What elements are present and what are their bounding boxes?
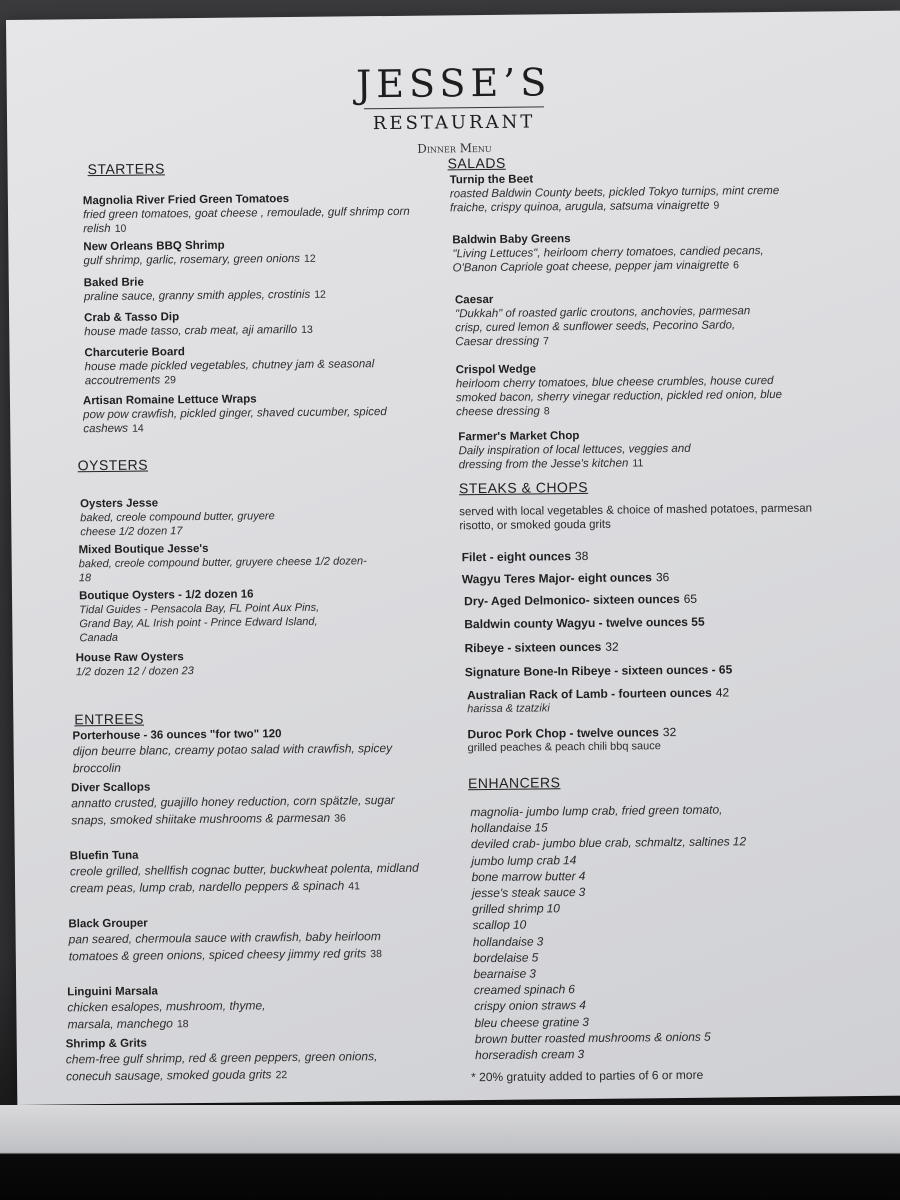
- item-name: Mixed Boutique Jesse's: [78, 542, 209, 557]
- item-description: praline sauce, granny smith apples, crostinis 12: [83, 288, 326, 304]
- item-description: house made tasso, crab meat, aji amarillo 13: [84, 323, 313, 339]
- item-price: 3: [536, 934, 544, 949]
- item-description: creole grilled, shellfish cognac butter, buckwheat polenta, midland cream peas, lump crab, nardello peppers & spinach 41: [69, 860, 419, 896]
- enhancers-heading: ENHANCERS: [467, 774, 561, 792]
- steak-item: Signature Bone-In Ribeye - sixteen ounces - 65: [464, 662, 733, 680]
- item-name: Magnolia River Fried Green Tomatoes: [82, 193, 290, 208]
- menu-item: [78, 540, 368, 585]
- item-price: 22: [275, 1069, 288, 1082]
- item-price: 13: [301, 323, 313, 336]
- item-price: 10: [512, 917, 527, 933]
- item-price: 4: [579, 998, 586, 1013]
- item-price: 9: [713, 199, 720, 212]
- item-description: roasted Baldwin County beets, pickled Tokyo turnips, mint creme fraiche, crispy quinoa, arugula, satsuma vinaigrette 9: [449, 184, 780, 215]
- item-description: baked, creole compound butter, gruyere cheese 1/2 dozen 17: [80, 510, 275, 539]
- item-description: chem-free gulf shrimp, red & green peppers, green onions, conecuh sausage, smoked gouda grits 22: [65, 1049, 378, 1084]
- item-price: 42: [715, 685, 730, 700]
- enhancer-item: bearnaise 3: [473, 966, 536, 982]
- item-description: Tidal Guides - Pensacola Bay, FL Point Aux Pins, Grand Bay, AL Irish point - Prince Edward Island, Canada: [79, 601, 320, 645]
- menu-item: [83, 236, 443, 268]
- item-description: heirloom cherry tomatoes, blue cheese crumbles, house cured smoked bacon, sherry vinegar reduction, pickled red onion, blue cheese dressing 8: [455, 374, 783, 419]
- menu-item: [458, 428, 718, 473]
- enhancer-item: brown butter roasted mushrooms & onions 5: [474, 1029, 711, 1046]
- item-name: Crab & Tasso Dip: [84, 311, 180, 325]
- menu-sheet: [6, 11, 900, 1105]
- item-price: 32: [605, 639, 619, 654]
- item-price: 15: [534, 820, 548, 835]
- item-price: 36: [334, 812, 346, 825]
- menu-item: [71, 778, 431, 831]
- item-name: Turnip the Beet: [449, 173, 534, 187]
- item-name: Farmer's Market Chop: [458, 430, 580, 444]
- steaks-intro: served with local vegetables & choice of mashed potatoes, parmesan risotto, or smoked gouda grits: [459, 502, 813, 533]
- enhancer-item: crispy onion straws 4: [474, 998, 586, 1014]
- item-price: 12: [303, 252, 316, 265]
- item-price: 29: [164, 374, 176, 387]
- item-name: Porterhouse - 36 ounces "for two" 120: [72, 728, 282, 743]
- item-price: 5: [703, 1029, 711, 1044]
- item-name: Oysters Jesse: [80, 497, 159, 511]
- enhancer-item: horseradish cream 3: [475, 1047, 585, 1063]
- salads-heading: SALADS: [447, 154, 506, 172]
- item-description: "Living Lettuces", heirloom cherry tomatoes, candied pecans, O'Banon Capriole goat cheese, pepper jam vinaigrette 6: [452, 245, 764, 275]
- starters-heading: STARTERS: [87, 160, 166, 178]
- item-name: Bluefin Tuna: [69, 849, 139, 863]
- item-description: pan seared, chermoula sauce with crawfish, baby heirloom tomatoes & green onions, spiced cheesy jimmy red grits 38: [68, 929, 383, 964]
- item-name: Baldwin Baby Greens: [452, 233, 571, 247]
- menu-item: [83, 391, 413, 436]
- menu-item: [70, 846, 430, 899]
- item-price: 41: [348, 880, 360, 893]
- enhancer-item: jesse's steak sauce 3: [471, 884, 586, 901]
- menu-item: [452, 230, 782, 275]
- item-description: house made pickled vegetables, chutney jam & seasonal accoutrements 29: [84, 358, 375, 388]
- item-price: 65: [683, 591, 698, 606]
- item-price: 7: [543, 335, 550, 348]
- item-description: Daily inspiration of local lettuces, veggies and dressing from the Jesse's kitchen 11: [458, 442, 691, 472]
- item-description: 1/2 dozen 12 / dozen 23: [75, 665, 194, 679]
- enhancer-item: deviled crab- jumbo blue crab, schmaltz, saltines 12: [470, 834, 747, 852]
- menu-item: [68, 914, 428, 967]
- item-description: grilled peaches & peach chili bbq sauce: [467, 740, 661, 755]
- enhancer-item: bone marrow butter 4: [471, 868, 586, 884]
- enhancer-item: scallop 10: [472, 917, 527, 933]
- header-divider: [364, 106, 544, 109]
- item-name: Crispol Wedge: [455, 363, 537, 377]
- enhancer-item: bleu cheese gratine 3: [474, 1014, 589, 1030]
- steak-item: Dry- Aged Delmonico- sixteen ounces 65: [464, 591, 698, 609]
- item-name: Linguini Marsala: [67, 985, 158, 999]
- item-name: Charcuterie Board: [84, 346, 185, 360]
- item-description: gulf shrimp, garlic, rosemary, green onions 12: [83, 252, 316, 268]
- item-price: 4: [578, 868, 586, 883]
- item-description: dijon beurre blanc, creamy potao salad with crawfish, spicey broccolin: [72, 740, 393, 776]
- steak-item: Baldwin county Wagyu - twelve ounces 55: [464, 614, 705, 632]
- entrees-heading: ENTREES: [74, 710, 145, 728]
- menu-item: [455, 290, 756, 349]
- item-name: Artisan Romaine Lettuce Wraps: [82, 393, 257, 408]
- enhancer-item: magnolia- jumbo lump crab, fried green tomato,: [470, 802, 723, 820]
- oysters-heading: OYSTERS: [77, 456, 149, 474]
- steak-item: Australian Rack of Lamb - fourteen ounces 42 harissa & tzatziki: [467, 685, 730, 716]
- item-price: 38: [370, 948, 383, 961]
- item-price: 5: [531, 950, 539, 965]
- menu-item: [79, 587, 330, 646]
- item-name: Black Grouper: [68, 917, 148, 931]
- steak-item: Filet - eight ounces 38: [461, 548, 589, 565]
- item-price: 3: [529, 966, 536, 981]
- steak-item: Wagyu Teres Major- eight ounces 36: [461, 570, 670, 587]
- item-name: Boutique Oysters - 1/2 dozen 16: [78, 588, 254, 603]
- steaks-heading: STEAKS & CHOPS: [458, 478, 589, 497]
- restaurant-header: [7, 59, 900, 160]
- item-price: 18: [176, 1018, 189, 1031]
- menu-item: [84, 272, 444, 304]
- item-price: 8: [543, 405, 550, 418]
- item-price: 36: [655, 570, 670, 585]
- item-price: 32: [662, 725, 677, 740]
- menu-item: [84, 307, 444, 339]
- menu-item: [450, 170, 800, 216]
- steak-item: Duroc Pork Chop - twelve ounces 32 grilled peaches & peach chili bbq sauce: [467, 725, 677, 755]
- item-description: pow pow crawfish, pickled ginger, shaved cucumber, spiced cashews 14: [83, 406, 387, 436]
- menu-item: [84, 343, 384, 388]
- item-price: 14: [562, 852, 577, 867]
- enhancer-item: hollandaise 15: [470, 820, 548, 836]
- item-name: New Orleans BBQ Shrimp: [83, 239, 225, 254]
- item-price: 14: [131, 422, 144, 435]
- menu-item: [76, 648, 436, 680]
- enhancer-item: hollandaise 3: [472, 934, 544, 949]
- gratuity-note: * 20% gratuity added to parties of 6 or more: [471, 1067, 704, 1085]
- item-description: "Dukkah" of roasted garlic croutons, anchovies, parmesan crisp, cured lemon & sunflower seeds, Pecorino Sardo, Caesar dressing 7: [455, 305, 751, 349]
- item-description: fried green tomatoes, goat cheese , remoulade, gulf shrimp corn relish 10: [82, 205, 410, 236]
- item-name: Baked Brie: [83, 276, 144, 290]
- item-price: 10: [114, 222, 127, 235]
- item-price: 12: [314, 288, 326, 301]
- enhancer-item: jumbo lump crab 14: [471, 852, 577, 868]
- item-name: Caesar: [454, 293, 494, 307]
- menu-item: [83, 190, 443, 236]
- menu-item: [72, 726, 432, 778]
- item-price: 10: [546, 901, 561, 916]
- item-description: baked, creole compound butter, gruyere cheese 1/2 dozen- 18: [78, 555, 367, 585]
- steak-item: Ribeye - sixteen ounces 32: [464, 639, 619, 656]
- item-price: 38: [574, 548, 589, 564]
- item-price: 6: [568, 982, 575, 997]
- menu-item: [456, 360, 797, 420]
- enhancer-item: creamed spinach 6: [473, 982, 575, 998]
- menu-title: Dinner Menu: [417, 140, 492, 156]
- item-price: 12: [732, 834, 747, 849]
- item-price: 3: [577, 1047, 585, 1062]
- item-description: annatto crusted, guajillo honey reduction, corn spätzle, sugar snaps, smoked shiitake mushrooms & parmesan 36: [71, 792, 395, 828]
- item-description: chicken esalopes, mushroom, thyme, marsala, manchego 18: [67, 998, 266, 1032]
- item-name: House Raw Oysters: [75, 651, 184, 665]
- table-edge: [0, 1105, 900, 1200]
- menu-item: [67, 983, 298, 1034]
- item-price: 3: [578, 884, 586, 900]
- item-price: 6: [732, 259, 739, 272]
- item-price: 11: [632, 457, 644, 470]
- item-price: 3: [582, 1014, 589, 1029]
- menu-item: [80, 495, 280, 539]
- restaurant-subtitle: RESTAURANT: [372, 111, 536, 135]
- item-name: Diver Scallops: [70, 781, 151, 795]
- menu-item: [66, 1034, 416, 1087]
- restaurant-name: JESSE’S: [355, 60, 552, 107]
- item-name: Shrimp & Grits: [65, 1037, 147, 1051]
- enhancer-item: grilled shrimp 10: [472, 901, 561, 917]
- item-description: harissa & tzatziki: [467, 702, 550, 716]
- enhancer-item: bordelaise 5: [473, 950, 539, 965]
